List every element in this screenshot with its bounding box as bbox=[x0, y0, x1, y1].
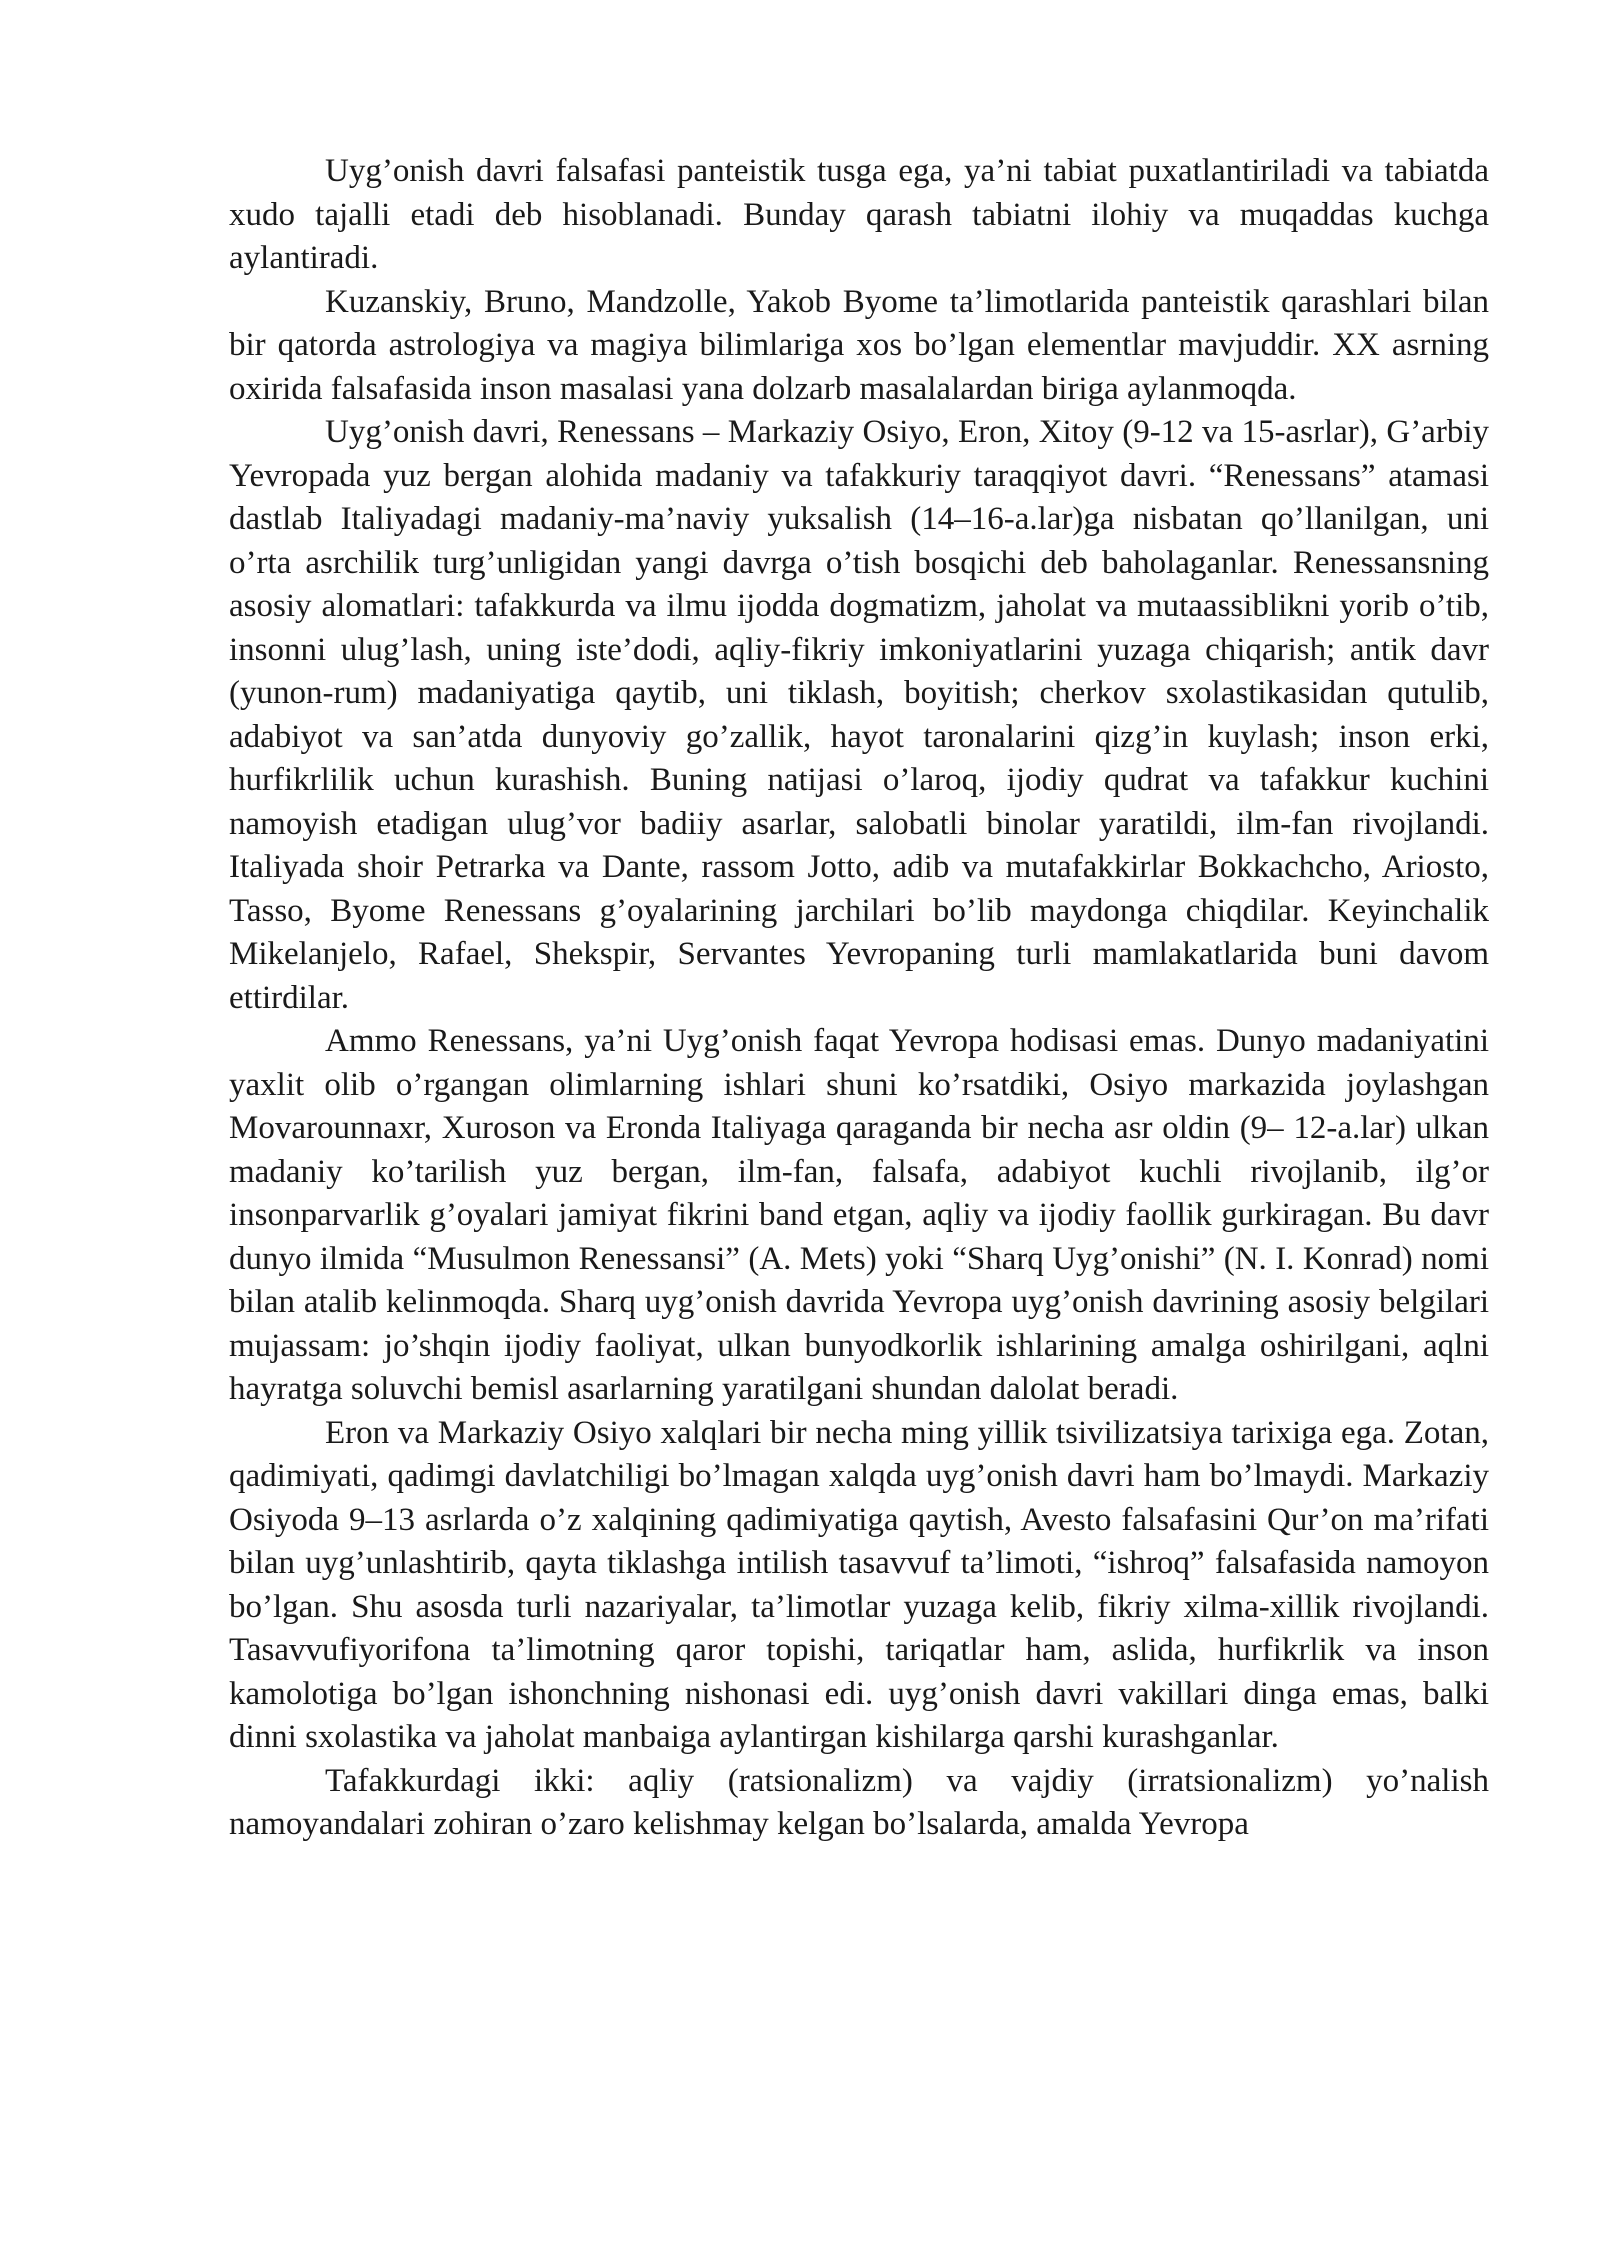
paragraph-1: Uyg’onish davri falsafasi panteistik tusga ega, ya’ni tabiat puxatlantiriladi va tabiatda xudo tajalli etadi deb hisoblanadi. Bunday qarash tabiatni ilohiy va muqaddas kuchga aylantiradi. bbox=[229, 153, 1489, 276]
paragraph-2: Kuzanskiy, Bruno, Mandzolle, Yakob Byome ta’limotlarida panteistik qarashlari bilan bir qatorda astrologiya va magiya bilimlariga xos bo’lgan elementlar mavjuddir. XX asrning oxirida falsafasida inson masalasi yana dolzarb masalalardan biriga aylanmoqda. bbox=[229, 283, 1489, 407]
paragraph-3: Uyg’onish davri, Renessans – Markaziy Osiyo, Eron, Xitoy (9-12 va 15-asrlar), G’arbiy Yevropada yuz bergan alohida madaniy va tafakkuriy taraqqiyot davri. “Renessans” atamasi dastlab Italiyadagi madaniy-ma’naviy yuksalish (14–16-a.lar)ga nisbatan qo’llanilgan, uni o’rta asrchilik turg’unligidan yangi davrga o’tish bosqichi deb baholaganlar. Renessansning asosiy alomatlari: tafakkurda va ilmu ijodda dogmatizm, jaholat va mutaassiblikni yorib o’tib, insonni ulug’lash, uning iste’dodi, aqliy-fikriy imkoniyatlarini yuzaga chiqarish; antik davr (yunon-rum) madaniyatiga qaytib, uni tiklash, boyitish; cherkov sxolastikasidan qutulib, adabiyot va san’atda dunyoviy go’zallik, hayot taronalarini qizg’in kuylash; inson erki, hurfikrlilik uchun kurashish. Buning natijasi o’laroq, ijodiy qudrat va tafakkur kuchini namoyish etadigan ulug’vor badiiy asarlar, salobatli binolar yaratildi, ilm-fan rivojlandi. Italiyada shoir Petrarka va Dante, rassom Jotto, adib va mutafakkirlar Bokkachcho, Ariosto, Tasso, Byome Renessans g’oyalarining jarchilari bo’lib maydonga chiqdilar. Keyinchalik Mikelanjelo, Rafael, Shekspir, Servantes Yevropaning turli mamlakatlarida buni davom ettirdilar. bbox=[229, 414, 1489, 1016]
document-page bbox=[229, 150, 1489, 1847]
paragraph-4: Ammo Renessans, ya’ni Uyg’onish faqat Yevropa hodisasi emas. Dunyo madaniyatini yaxlit olib o’rgangan olimlarning ishlari shuni ko’rsatdiki, Osiyo markazida joylashgan Movarounnaxr, Xuroson va Eronda Italiyaga qaraganda bir necha asr oldin (9– 12-a.lar) ulkan madaniy ko’tarilish yuz bergan, ilm-fan, falsafa, adabiyot kuchli rivojlanib, ilg’or insonparvarlik g’oyalari jamiyat fikrini band etgan, aqliy va ijodiy faollik gurkiragan. Bu davr dunyo ilmida “Musulmon Renessansi” (A. Mets) yoki “Sharq Uyg’onishi” (N. I. Konrad) nomi bilan atalib kelinmoqda. Sharq uyg’onish davrida Yevropa uyg’onish davrining asosiy belgilari mujassam: jo’shqin ijodiy faoliyat, ulkan bunyodkorlik ishlarining amalga oshirilgani, aqlni hayratga soluvchi bemisl asarlarning yaratilgani shundan dalolat beradi. bbox=[229, 1023, 1489, 1407]
paragraph-5: Eron va Markaziy Osiyo xalqlari bir necha ming yillik tsivilizatsiya tarixiga ega. Zotan, qadimiyati, qadimgi davlatchiligi bo’lmagan xalqda uyg’onish davri ham bo’lmaydi. Markaziy Osiyoda 9–13 asrlarda o’z xalqining qadimiyatiga qaytish, Avesto falsafasini Qur’on ma’rifati bilan uyg’unlashtirib, qayta tiklashga intilish tasavvuf ta’limoti, “ishroq” falsafasida namoyon bo’lgan. Shu asosda turli nazariyalar, ta’limotlar yuzaga kelib, fikriy xilma-xillik rivojlandi. Tasavvufiyorifona ta’limotning qaror topishi, tariqatlar ham, aslida, hurfikrlik va inson kamolotiga bo’lgan ishonchning nishonasi edi. uyg’onish davri vakillari dinga emas, balki dinni sxolastika va jaholat manbaiga aylantirgan kishilarga qarshi kurashganlar. bbox=[229, 1414, 1489, 1755]
paragraph-6: Tafakkurdagi ikki: aqliy (ratsionalizm) va vajdiy (irratsionalizm) yo’nalish namoyandalari zohiran o’zaro kelishmay kelgan bo’lsalarda, amalda Yevropa bbox=[229, 1762, 1489, 1842]
